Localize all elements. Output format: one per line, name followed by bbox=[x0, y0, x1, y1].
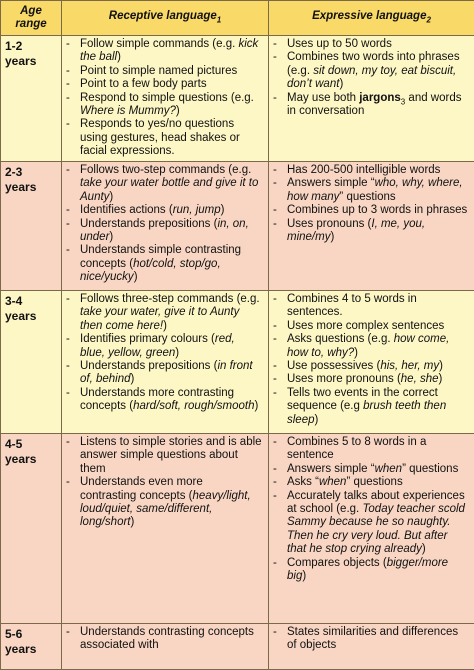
list-item bbox=[273, 490, 468, 557]
list-item bbox=[273, 463, 468, 476]
list-item bbox=[273, 436, 468, 463]
text-segment: take your water bottle and give it to Aunty bbox=[80, 177, 258, 202]
expressive-language-header: Expressive language$_2$ bbox=[269, 1, 474, 36]
text-segment: brush teeth then sleep bbox=[287, 400, 446, 425]
text-segment: Identifies actions ( bbox=[80, 204, 173, 216]
list-item bbox=[66, 38, 262, 65]
receptive-language-header: Receptive language$_1$ bbox=[62, 1, 269, 36]
receptive-cell bbox=[62, 36, 269, 162]
text-segment: ) bbox=[255, 400, 259, 412]
table-row bbox=[1, 434, 474, 624]
list-item bbox=[66, 218, 262, 245]
text-segment: ) bbox=[131, 373, 135, 385]
list-item bbox=[66, 244, 262, 284]
list-item bbox=[273, 164, 468, 177]
text-segment: heavy/light, loud/quiet, same/different, long/short bbox=[80, 490, 251, 529]
text-segment: bigger/more big bbox=[287, 557, 448, 582]
text-segment: take your water, give it to Aunty then come here! bbox=[80, 306, 239, 331]
list-item bbox=[66, 387, 262, 414]
text-segment: ) bbox=[302, 570, 306, 582]
list-item bbox=[66, 78, 262, 91]
text-segment: and words in conversation bbox=[287, 92, 462, 117]
text-segment: ) bbox=[439, 360, 443, 372]
expressive-cell bbox=[269, 291, 474, 434]
text-segment: 3 bbox=[401, 97, 405, 106]
text-segment: Compares objects ( bbox=[287, 557, 387, 569]
age-cell: 3-4 years bbox=[1, 291, 62, 434]
list-item bbox=[273, 218, 468, 245]
text-segment: Understands simple contrasting concepts ( bbox=[80, 244, 241, 269]
text-segment: Follows three-step commands (e.g. bbox=[80, 293, 260, 305]
list-item bbox=[273, 51, 468, 91]
text-segment: Accurately talks about experiences at school (e.g. bbox=[287, 490, 465, 515]
text-segment: ) bbox=[163, 320, 167, 332]
list-item bbox=[66, 436, 262, 476]
text-segment: Identifies primary colours ( bbox=[80, 333, 215, 345]
list-item bbox=[66, 118, 262, 158]
expressive-cell bbox=[269, 434, 474, 624]
text-segment: Tells two events in the correct sequence (e.g bbox=[287, 387, 438, 412]
list-item bbox=[273, 333, 468, 360]
text-segment: ) bbox=[117, 51, 121, 63]
age-cell: 4-5 years bbox=[1, 434, 62, 624]
text-segment: ) bbox=[131, 516, 135, 528]
text-segment: Answers simple “ bbox=[287, 463, 375, 475]
list-item bbox=[66, 333, 262, 360]
text-segment: Combines 5 to 8 words in a sentence bbox=[287, 436, 426, 461]
age-cell: 5-6 years bbox=[1, 624, 62, 670]
text-segment: in front of, behind bbox=[80, 360, 253, 385]
list-item bbox=[273, 38, 468, 51]
text-segment: Point to simple named pictures bbox=[80, 65, 237, 77]
list-item bbox=[273, 360, 468, 373]
list-item bbox=[273, 476, 468, 489]
header-row bbox=[1, 1, 474, 36]
text-segment: run, jump bbox=[173, 204, 221, 216]
expressive-cell bbox=[269, 36, 474, 162]
receptive-cell bbox=[62, 624, 269, 670]
text-segment: Understands more contrasting concepts ( bbox=[80, 387, 234, 412]
text-segment: kick the ball bbox=[80, 38, 258, 63]
text-segment: ) bbox=[422, 543, 426, 555]
text-segment: sit down, my toy, eat biscuit, don’t want bbox=[287, 65, 456, 90]
list-item bbox=[66, 65, 262, 78]
list-item bbox=[66, 204, 262, 217]
table-row bbox=[1, 291, 474, 434]
text-segment: Use possessives ( bbox=[287, 360, 380, 372]
text-segment: how come, how to, why? bbox=[287, 333, 449, 358]
list-item bbox=[273, 387, 468, 427]
text-segment: ) bbox=[109, 231, 113, 243]
list-item bbox=[66, 626, 262, 653]
text-segment: Uses pronouns ( bbox=[287, 218, 371, 230]
list-item bbox=[66, 92, 262, 119]
list-item bbox=[66, 164, 262, 204]
text-segment: Follows two-step commands (e.g. bbox=[80, 164, 251, 176]
age-cell: 1-2 years bbox=[1, 36, 62, 162]
list-item bbox=[273, 293, 468, 320]
text-segment: Where is Mummy? bbox=[80, 105, 176, 117]
text-segment: Asks questions (e.g. bbox=[287, 333, 394, 345]
text-segment: Understands even more contrasting concepts ( bbox=[80, 476, 203, 501]
receptive-cell bbox=[62, 162, 269, 291]
text-segment: hard/soft, rough/smooth bbox=[133, 400, 254, 412]
text-segment: Responds to yes/no questions using gestures, head shakes or facial expressions. bbox=[80, 118, 240, 157]
table-row bbox=[1, 624, 474, 670]
age-cell: 2-3 years bbox=[1, 162, 62, 291]
text-segment: ) bbox=[354, 347, 358, 359]
text-segment: May use both bbox=[287, 92, 359, 104]
text-segment: Understands prepositions ( bbox=[80, 360, 217, 372]
text-segment: ” questions bbox=[402, 463, 458, 475]
text-segment: ) bbox=[221, 204, 225, 216]
age-range-header: Age range bbox=[1, 1, 62, 36]
text-segment: ) bbox=[176, 105, 180, 117]
text-segment: ) bbox=[109, 191, 113, 203]
list-item bbox=[273, 373, 468, 386]
list-item bbox=[273, 177, 468, 204]
receptive-cell bbox=[62, 291, 269, 434]
text-segment: States similarities and differences of objects bbox=[287, 626, 458, 651]
list-item bbox=[66, 360, 262, 387]
text-segment: his, her, my bbox=[380, 360, 439, 372]
text-segment: ) bbox=[175, 347, 179, 359]
list-item bbox=[66, 476, 262, 530]
table-row bbox=[1, 162, 474, 291]
list-item bbox=[273, 92, 468, 119]
text-segment: ” questions bbox=[346, 476, 402, 488]
text-segment: ” questions bbox=[339, 191, 395, 203]
expressive-cell bbox=[269, 624, 474, 670]
text-segment: he, she bbox=[401, 373, 439, 385]
text-segment: Uses up to 50 words bbox=[287, 38, 392, 50]
text-segment: jargons bbox=[359, 92, 401, 104]
text-segment: who, why, where, how many bbox=[287, 177, 463, 202]
list-item bbox=[273, 320, 468, 333]
text-segment: hot/cold, stop/go, nice/yucky bbox=[80, 258, 221, 283]
text-segment: Respond to simple questions (e.g. bbox=[80, 92, 254, 104]
text-segment: Uses more complex sentences bbox=[287, 320, 444, 332]
text-segment: when bbox=[375, 463, 403, 475]
text-segment: ) bbox=[315, 414, 319, 426]
text-segment: Asks “ bbox=[287, 476, 319, 488]
text-segment: Uses more pronouns ( bbox=[287, 373, 401, 385]
text-segment: Point to a few body parts bbox=[80, 78, 207, 90]
list-item bbox=[273, 626, 468, 653]
text-segment: Combines 4 to 5 words in sentences. bbox=[287, 293, 417, 318]
text-segment: red, blue, yellow, green bbox=[80, 333, 235, 358]
text-segment: Follow simple commands (e.g. bbox=[80, 38, 239, 50]
text-segment: Combines two words into phrases (e.g. bbox=[287, 51, 460, 76]
text-segment: Listens to simple stories and is able answer simple questions about them bbox=[80, 436, 262, 475]
text-segment: ) bbox=[330, 231, 334, 243]
list-item bbox=[66, 293, 262, 333]
text-segment: Answers simple “ bbox=[287, 177, 375, 189]
text-segment: ) bbox=[439, 373, 443, 385]
text-segment: ) bbox=[134, 271, 138, 283]
text-segment: Understands contrasting concepts associated with bbox=[80, 626, 254, 651]
expressive-cell bbox=[269, 162, 474, 291]
text-segment: when bbox=[319, 476, 347, 488]
text-segment: Today teacher scold Sammy because he so naughty. Then he cry very loud. But after that he stop crying already bbox=[287, 503, 465, 555]
list-item bbox=[273, 204, 468, 217]
text-segment: in, on, under bbox=[80, 218, 249, 243]
text-segment: ) bbox=[339, 78, 343, 90]
text-segment: Understands prepositions ( bbox=[80, 218, 217, 230]
list-item bbox=[273, 557, 468, 584]
text-segment: I, me, you, mine/my bbox=[287, 218, 425, 243]
text-segment: Combines up to 3 words in phrases bbox=[287, 204, 467, 216]
table-row bbox=[1, 36, 474, 162]
text-segment: Has 200-500 intelligible words bbox=[287, 164, 440, 176]
receptive-cell bbox=[62, 434, 269, 624]
